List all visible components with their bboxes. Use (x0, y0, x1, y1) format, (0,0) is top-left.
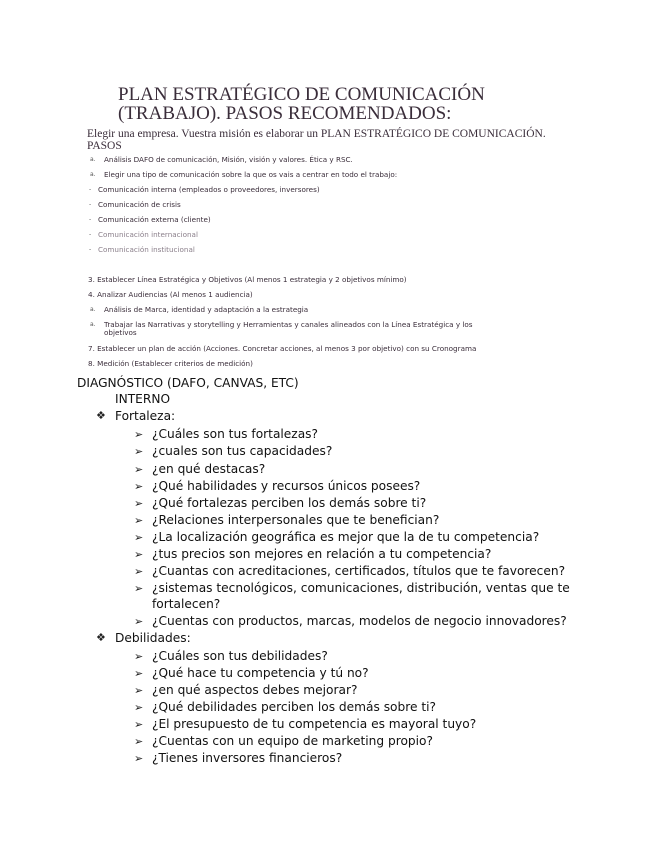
arrow-bullet-icon: ➢ (134, 531, 144, 544)
step-3: 3. Establecer Línea Estratégica y Objetivos (Al menos 1 estrategia y 2 objetivos mínimo) (88, 275, 407, 284)
fortaleza-item: ➢ ¿Relaciones interpersonales que te benefician? (134, 513, 440, 527)
arrow-bullet-icon: ➢ (134, 615, 144, 628)
bullet-marker: a. (90, 156, 96, 163)
arrow-bullet-icon: ➢ (134, 582, 144, 595)
arrow-bullet-icon: ➢ (134, 445, 144, 458)
fortaleza-item: ➢ ¿La localización geográfica es mejor que la de tu competencia? (134, 530, 540, 544)
debilidad-item: ➢ ¿El presupuesto de tu competencia es mayoral tuyo? (134, 717, 477, 731)
step-2: a. Elegir una tipo de comunicación sobre la que os vais a centrar en todo el trabajo: (90, 170, 398, 179)
debilidad-item: ➢ ¿Cuentas con un equipo de marketing propio? (134, 734, 433, 748)
arrow-bullet-icon: ➢ (134, 752, 144, 765)
debilidad-item: ➢ ¿Cuáles son tus debilidades? (134, 649, 328, 663)
arrow-bullet-icon: ➢ (134, 428, 144, 441)
arrow-bullet-icon: ➢ (134, 718, 144, 731)
dash-marker: - (89, 246, 92, 253)
fortaleza-item: ➢ ¿cuales son tus capacidades? (134, 444, 333, 458)
arrow-bullet-icon: ➢ (134, 650, 144, 663)
fortaleza-item: ➢ ¿sistemas tecnológicos, comunicaciones, distribución, ventas que te (134, 581, 570, 595)
comm-type-2: - Comunicación de crisis (89, 200, 181, 209)
fortaleza-item: ➢ ¿Cuantas con acreditaciones, certificados, títulos que te favorecen? (134, 564, 566, 578)
diamond-bullet-icon: ❖ (96, 409, 106, 422)
arrow-bullet-icon: ➢ (134, 480, 144, 493)
intro-line-1: Elegir una empresa. Vuestra misión es elaborar un PLAN ESTRATÉGICO DE COMUNICACIÓN. (87, 128, 546, 140)
arrow-bullet-icon: ➢ (134, 735, 144, 748)
debilidad-item: ➢ ¿Tienes inversores financieros? (134, 751, 343, 765)
comm-type-5: - Comunicación institucional (89, 245, 195, 254)
comm-type-1: - Comunicación interna (empleados o proveedores, inversores) (89, 185, 320, 194)
debilidad-item: ➢ ¿Qué hace tu competencia y tú no? (134, 666, 369, 680)
fortaleza-item: ➢ ¿tus precios son mejores en relación a tu competencia? (134, 547, 492, 561)
debilidades-label: ❖ Debilidades: (96, 631, 191, 645)
arrow-bullet-icon: ➢ (134, 684, 144, 697)
step-6: a. Trabajar las Narrativas y storytelling y Herramientas y canales alineados con la Línea Estratégica y los (90, 320, 473, 329)
diamond-bullet-icon: ❖ (96, 631, 106, 644)
arrow-bullet-icon: ➢ (134, 514, 144, 527)
bullet-marker: a. (90, 171, 96, 178)
fortaleza-item: ➢ ¿Qué habilidades y recursos únicos posees? (134, 479, 421, 493)
comm-type-3: - Comunicación externa (cliente) (89, 215, 211, 224)
fortaleza-item: ➢ ¿Qué fortalezas perciben los demás sobre ti? (134, 496, 427, 510)
bullet-marker: a. (90, 306, 96, 313)
dash-marker: - (89, 201, 92, 208)
step-7: 7. Establecer un plan de acción (Acciones. Concretar acciones, al menos 3 por objetivo) con su Cronograma (88, 344, 477, 353)
dash-marker: - (89, 186, 92, 193)
arrow-bullet-icon: ➢ (134, 463, 144, 476)
fortaleza-item: ➢ ¿Cuáles son tus fortalezas? (134, 427, 318, 441)
step-4: 4. Analizar Audiencias (Al menos 1 audiencia) (88, 290, 253, 299)
step-1: a. Análisis DAFO de comunicación, Misión, visión y valores. Ética y RSC. (90, 155, 353, 164)
step-6-continued: objetivos (104, 328, 137, 337)
fortaleza-item-continued: fortalecen? (152, 597, 221, 611)
fortalezas-label: ❖ Fortaleza: (96, 409, 176, 423)
diagnostico-heading: DIAGNÓSTICO (DAFO, CANVAS, ETC) (77, 376, 299, 390)
fortaleza-item: ➢ ¿en qué destacas? (134, 462, 266, 476)
doc-title-line-1: PLAN ESTRATÉGICO DE COMUNICACIÓN (118, 84, 485, 105)
step-5: a. Análisis de Marca, identidad y adaptación a la estrategia (90, 305, 309, 314)
arrow-bullet-icon: ➢ (134, 701, 144, 714)
fortaleza-item: ➢ ¿Cuentas con productos, marcas, modelos de negocio innovadores? (134, 614, 567, 628)
arrow-bullet-icon: ➢ (134, 565, 144, 578)
arrow-bullet-icon: ➢ (134, 667, 144, 680)
debilidad-item: ➢ ¿Qué debilidades perciben los demás sobre ti? (134, 700, 437, 714)
dash-marker: - (89, 231, 92, 238)
step-8: 8. Medición (Establecer criterios de medición) (88, 359, 253, 368)
debilidad-item: ➢ ¿en qué aspectos debes mejorar? (134, 683, 358, 697)
comm-type-4: - Comunicación internacional (89, 230, 198, 239)
interno-heading: INTERNO (115, 392, 171, 406)
arrow-bullet-icon: ➢ (134, 497, 144, 510)
doc-title-line-2: (TRABAJO). PASOS RECOMENDADOS: (118, 103, 452, 124)
arrow-bullet-icon: ➢ (134, 548, 144, 561)
bullet-marker: a. (90, 321, 96, 328)
dash-marker: - (89, 216, 92, 223)
intro-line-2: PASOS (87, 140, 122, 152)
